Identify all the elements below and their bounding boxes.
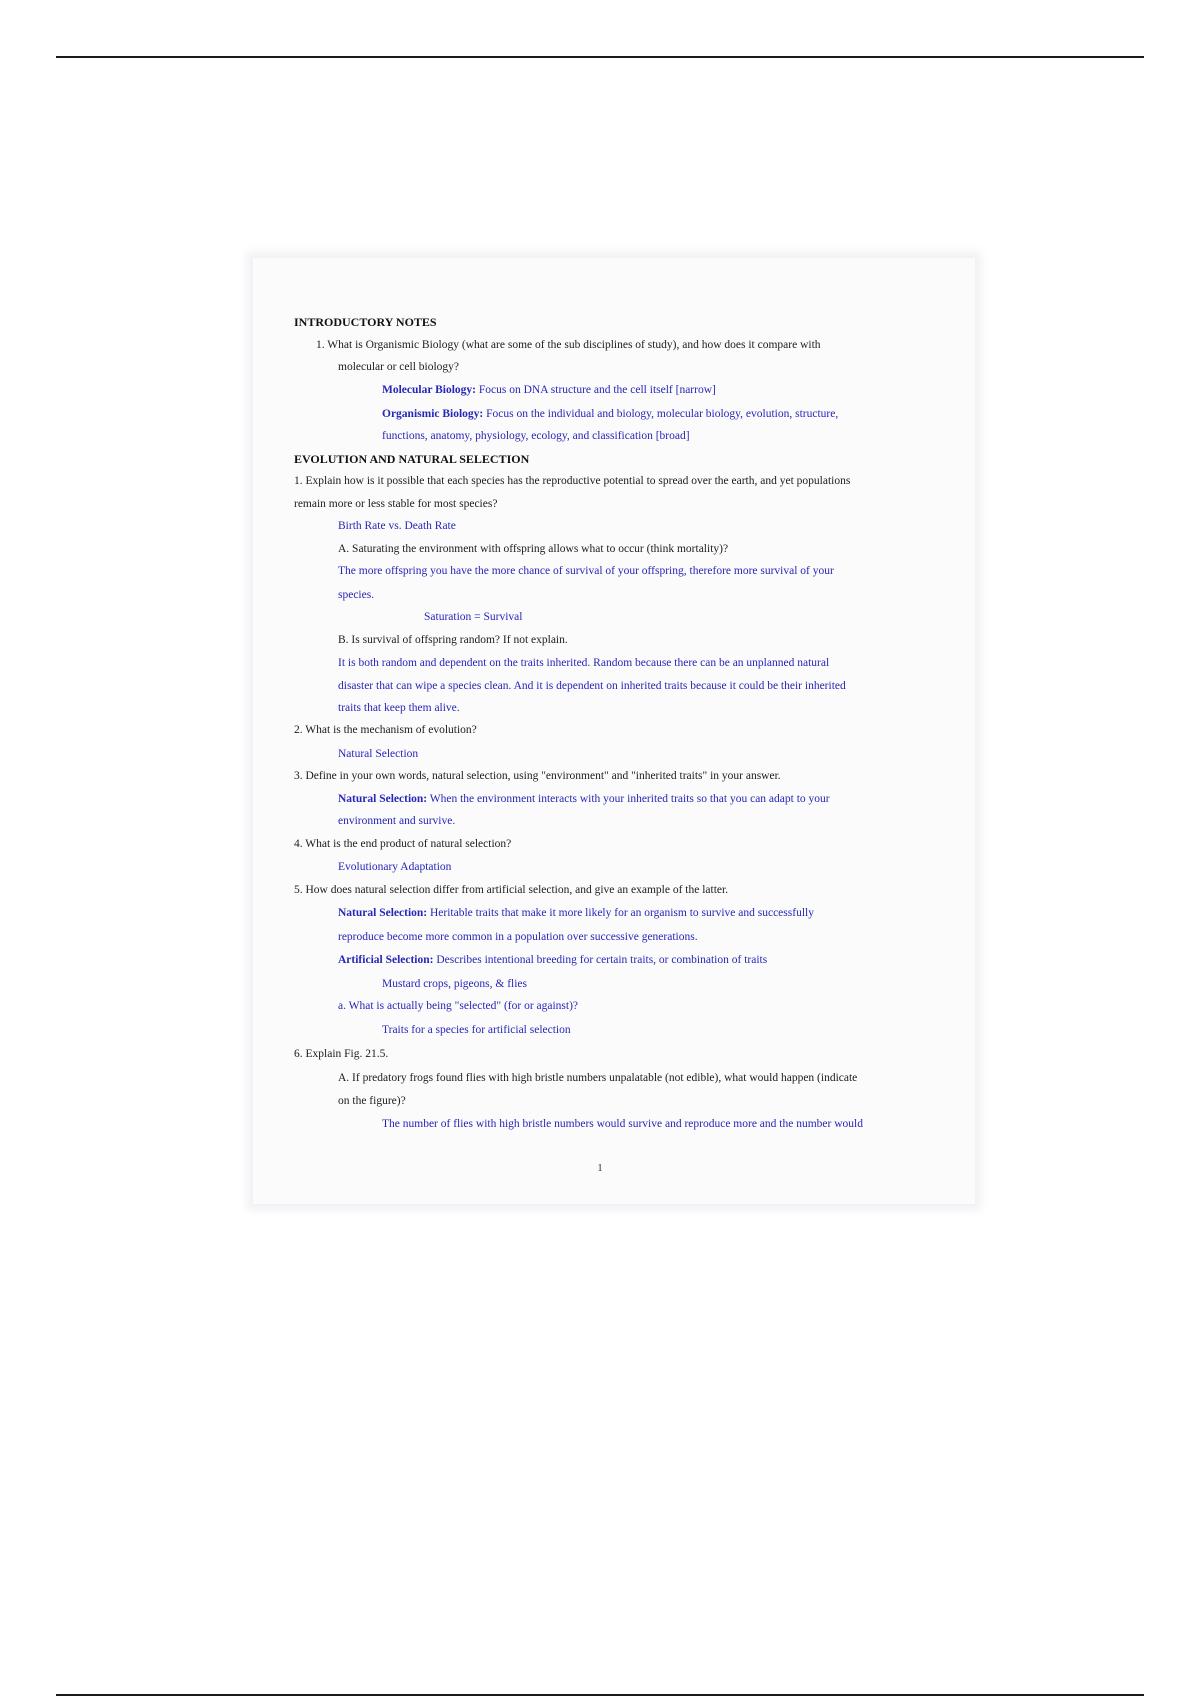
section-heading: EVOLUTION AND NATURAL SELECTION (294, 452, 530, 466)
question-line: 1. What is Organismic Biology (what are some of the sub disciplines of study), and how does it compare with (316, 339, 821, 351)
answer-text: Focus on the individual and biology, molecular biology, evolution, structure, (483, 408, 839, 420)
top-rule (56, 56, 1144, 58)
term-label: Organismic Biology: (382, 408, 484, 420)
answer-line: Birth Rate vs. Death Rate (338, 520, 456, 532)
answer-text: When the environment interacts with your inherited traits so that you can adapt to your (427, 793, 830, 805)
term-label: Molecular Biology: (382, 384, 477, 396)
answer-line: species. (338, 589, 375, 601)
question-line: molecular or cell biology? (338, 361, 460, 373)
answer-line: Saturation = Survival (424, 611, 523, 623)
question-line: 2. What is the mechanism of evolution? (294, 724, 477, 736)
question-line: 3. Define in your own words, natural selection, using "environment" and "inherited traits" in your answer. (294, 770, 781, 782)
question-line: 1. Explain how is it possible that each species has the reproductive potential to spread over the earth, and yet populations (294, 475, 851, 487)
question-line: B. Is survival of offspring random? If not explain. (338, 634, 568, 646)
answer-line: Evolutionary Adaptation (338, 861, 452, 873)
answer-line (382, 406, 838, 422)
answer-text: Heritable traits that make it more likely for an organism to survive and successfully (427, 907, 814, 919)
answer-line: traits that keep them alive. (338, 702, 460, 714)
answer-line: Traits for a species for artificial selection (382, 1024, 571, 1036)
question-line: 6. Explain Fig. 21.5. (294, 1048, 389, 1060)
answer-line: The number of flies with high bristle numbers would survive and reproduce more and the number would (382, 1118, 863, 1130)
answer-text: Describes intentional breeding for certain traits, or combination of traits (433, 954, 768, 966)
term-label: Artificial Selection: (338, 954, 434, 966)
term-label: Natural Selection: (338, 907, 428, 919)
answer-line (338, 905, 814, 921)
term-label: Natural Selection: (338, 793, 428, 805)
answer-line: disaster that can wipe a species clean. And it is dependent on inherited traits because it could be their inherited (338, 680, 846, 692)
answer-line (382, 382, 716, 398)
question-line: 5. How does natural selection differ from artificial selection, and give an example of the latter. (294, 884, 729, 896)
question-line: A. Saturating the environment with offspring allows what to occur (think mortality)? (338, 543, 729, 555)
answer-line: a. What is actually being "selected" (for or against)? (338, 1000, 579, 1012)
answer-line: reproduce become more common in a population over successive generations. (338, 931, 698, 943)
section-heading: INTRODUCTORY NOTES (294, 315, 437, 329)
answer-line: environment and survive. (338, 815, 456, 827)
answer-line (338, 952, 767, 968)
question-line: 4. What is the end product of natural selection? (294, 838, 512, 850)
answer-line: functions, anatomy, physiology, ecology, and classification [broad] (382, 430, 690, 442)
answer-line: Mustard crops, pigeons, & flies (382, 978, 528, 990)
answer-line: The more offspring you have the more chance of survival of your offspring, therefore more survival of your (338, 565, 834, 577)
answer-line (338, 791, 830, 807)
answer-line: It is both random and dependent on the traits inherited. Random because there can be an unplanned natural (338, 657, 830, 669)
answer-text: Focus on DNA structure and the cell itself [narrow] (476, 384, 716, 396)
page-number: 1 (597, 1162, 603, 1174)
question-line: remain more or less stable for most species? (294, 498, 498, 510)
question-line: A. If predatory frogs found flies with high bristle numbers unpalatable (not edible), what would happen (indicate (338, 1072, 858, 1084)
bottom-rule (56, 1694, 1144, 1696)
answer-line: Natural Selection (338, 748, 419, 760)
question-line: on the figure)? (338, 1095, 406, 1107)
